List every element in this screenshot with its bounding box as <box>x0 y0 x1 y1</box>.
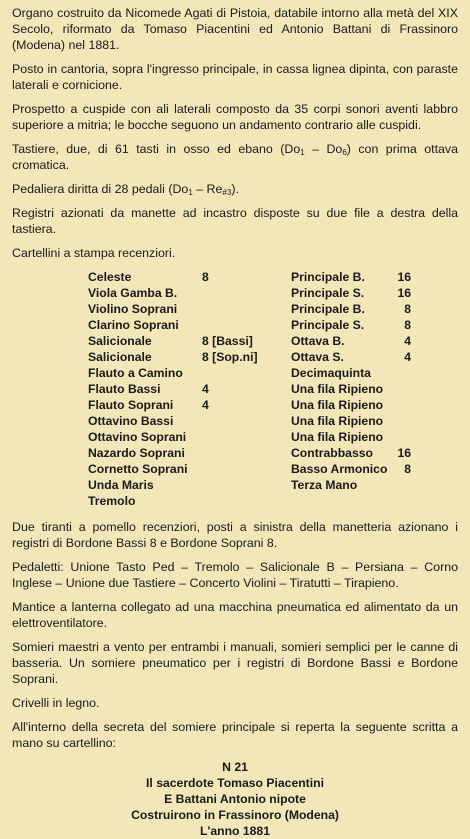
stop-row <box>291 381 431 397</box>
stop-pitch: 8 <box>404 302 411 316</box>
stop-row <box>88 445 291 461</box>
stop-row <box>88 285 291 301</box>
stop-name: Una fila Ripieno <box>291 398 384 412</box>
stop-pitch <box>395 429 411 445</box>
stop-row <box>291 445 431 461</box>
stop-name: Nazardo Soprani <box>88 446 185 460</box>
keyboards-sub-1: 1 <box>300 148 305 157</box>
stop-name: Clarino Soprani <box>88 318 179 332</box>
stop-pitch: 4 <box>404 334 411 348</box>
stop-name: Una fila Ripieno <box>291 414 384 428</box>
stop-row <box>291 429 431 445</box>
stop-name: Ottava B. <box>291 334 345 348</box>
stop-pitch: 16 <box>397 270 411 284</box>
stop-pitch <box>395 477 411 493</box>
stop-row <box>291 333 431 349</box>
pedalboard-paragraph <box>12 181 458 197</box>
stop-pitch <box>395 413 411 429</box>
stop-row <box>88 429 291 445</box>
stop-pitch: 8 <box>404 462 411 476</box>
stop-name: Basso Armonico <box>291 462 388 476</box>
stop-name: Una fila Ripieno <box>291 382 384 396</box>
stop-pitch <box>202 429 291 445</box>
stop-row <box>291 349 431 365</box>
stop-name: Flauto Bassi <box>88 382 161 396</box>
stop-row <box>88 381 291 397</box>
windchests-paragraph: Somieri maestri a vento per entrambi i manuali, somieri semplici per le canne di basseria. Un somiere pneumatico per i registri di Bordone Bassi e Bordone Soprani. <box>12 640 458 686</box>
sieves-paragraph: Crivelli in legno. <box>12 696 100 710</box>
facade-paragraph: Prospetto a cuspide con ali laterali composto da 35 corpi sonori aventi labbro superiore a mitria; le bocche seguono un andamento contrario alle cuspidi. <box>12 102 458 132</box>
stop-row <box>291 461 431 477</box>
stop-name: Una fila Ripieno <box>291 430 384 444</box>
stops-paragraph: Registri azionati da manette ad incastro disposte su due file a destra della tastiera. <box>12 206 458 236</box>
stop-row <box>88 461 291 477</box>
stop-pitch <box>202 461 291 477</box>
stop-row <box>88 269 291 285</box>
intro-paragraph: Organo costruito da Nicomede Agati di Pistoia, databile intorno alla metà del XIX Secolo, riformato da Tomaso Piacentini ed Antonio Battani di Frassinoro (Modena) nel 1881. <box>12 6 458 52</box>
stop-pitch <box>395 397 411 413</box>
stop-name: Contrabbasso <box>291 446 373 460</box>
stop-pitch <box>395 365 411 381</box>
bellows-paragraph: Mantice a lanterna collegato ad una macchina pneumatica ed alimentato da un elettroventilatore. <box>12 600 458 630</box>
stop-row <box>291 477 431 493</box>
stop-pitch <box>202 493 291 509</box>
inscription-line: E Battani Antonio nipote <box>164 792 306 806</box>
stop-name: Decimaquinta <box>291 366 371 380</box>
stop-pitch: 16 <box>397 286 411 300</box>
stop-name: Principale B. <box>291 270 365 284</box>
stop-row <box>291 269 431 285</box>
stop-pitch: 4 <box>202 382 209 396</box>
inscription-line: Il sacerdote Tomaso Piacentini <box>146 776 324 790</box>
pedalboard-text-pre: Pedaliera diritta di 28 pedali (Do <box>12 182 189 196</box>
position-paragraph: Posto in cantoria, sopra l'ingresso principale, in cassa lignea dipinta, con paraste laterali e cornicione. <box>12 62 458 92</box>
stop-pitch <box>202 445 291 461</box>
keyboards-text-pre: Tastiere, due, di 61 tasti in osso ed ebano (Do <box>12 142 301 156</box>
inscription-line: L'anno 1881 <box>200 824 270 838</box>
inscription-block <box>12 759 458 839</box>
stop-row <box>291 317 431 333</box>
stop-pitch <box>202 285 291 301</box>
stop-row <box>291 285 431 301</box>
stop-pitch: 8 [Bassi] <box>202 334 253 348</box>
stop-name: Unda Maris <box>88 478 154 492</box>
pedals-paragraph: Pedaletti: Unione Tasto Ped – Tremolo – Salicionale B – Persiana – Corno Inglese – Unione due Tastiere – Concerto Violini – Tiratutti – Tirapieno. <box>12 560 458 590</box>
stop-column-left <box>88 269 291 509</box>
stop-row <box>88 317 291 333</box>
stop-name: Violino Soprani <box>88 302 178 316</box>
pedalboard-text-post: ). <box>231 182 239 196</box>
stop-name: Ottavino Bassi <box>88 414 174 428</box>
stop-row <box>291 413 431 429</box>
stop-row <box>291 301 431 317</box>
stop-name: Cornetto Soprani <box>88 462 188 476</box>
stop-name: Salicionale <box>88 334 152 348</box>
stop-pitch <box>202 413 291 429</box>
stop-name: Principale S. <box>291 286 365 300</box>
stop-pitch <box>202 477 291 493</box>
stop-name: Flauto Soprani <box>88 398 174 412</box>
stop-pitch: 8 <box>202 270 209 284</box>
keyboards-paragraph <box>12 141 458 173</box>
pedalboard-text-mid: – Re <box>192 182 223 196</box>
stop-name: Ottavino Soprani <box>88 430 187 444</box>
stop-name: Celeste <box>88 270 132 284</box>
stop-name: Tremolo <box>88 494 136 508</box>
stop-name: Principale B. <box>291 302 365 316</box>
stop-pitch: 4 <box>202 398 209 412</box>
stop-row <box>88 333 291 349</box>
stop-pitch: 16 <box>397 446 411 460</box>
stop-row <box>88 413 291 429</box>
inscription-line: N 21 <box>222 760 248 774</box>
stop-row <box>291 365 431 381</box>
pedalboard-sub-2: #3 <box>222 188 232 197</box>
keyboards-text-mid: – Do <box>304 142 343 156</box>
stop-row <box>88 349 291 365</box>
stop-name: Salicionale <box>88 350 152 364</box>
drawknobs-paragraph: Due tiranti a pomello recenziori, posti a sinistra della manetteria azionano i registri di Bordone Bassi 8 e Bordone Soprani 8. <box>12 520 458 550</box>
stop-pitch: 8 <box>404 318 411 332</box>
stop-row <box>88 301 291 317</box>
stop-row <box>88 493 291 509</box>
stop-row <box>88 397 291 413</box>
stop-row <box>88 365 291 381</box>
stop-pitch <box>202 301 291 317</box>
stop-pitch: 4 <box>404 350 411 364</box>
pedalboard-sub-1: 1 <box>188 188 193 197</box>
keyboards-text-post: ) con prima ottava cromatica. <box>12 142 458 172</box>
stop-name: Viola Gamba B. <box>88 286 178 300</box>
stop-name: Terza Mano <box>291 478 358 492</box>
keyboards-sub-2: 6 <box>342 148 347 157</box>
stop-pitch <box>202 317 291 333</box>
labels-paragraph: Cartellini a stampa recenziori. <box>12 246 176 260</box>
stop-column-right <box>291 269 431 509</box>
stop-row <box>291 397 431 413</box>
stop-pitch: 8 [Sop.ni] <box>202 350 258 364</box>
inscription-line: Costruirono in Frassinoro (Modena) <box>131 808 339 822</box>
stop-pitch <box>395 381 411 397</box>
stop-row <box>88 477 291 493</box>
stop-name: Flauto a Camino <box>88 366 183 380</box>
stop-name: Ottava S. <box>291 350 344 364</box>
stop-list <box>12 269 458 509</box>
inscription-intro-paragraph: All'interno della secreta del somiere principale si reperta la seguente scritta a mano su cartellino: <box>12 720 458 750</box>
stop-pitch <box>202 365 291 381</box>
stop-name: Principale S. <box>291 318 365 332</box>
